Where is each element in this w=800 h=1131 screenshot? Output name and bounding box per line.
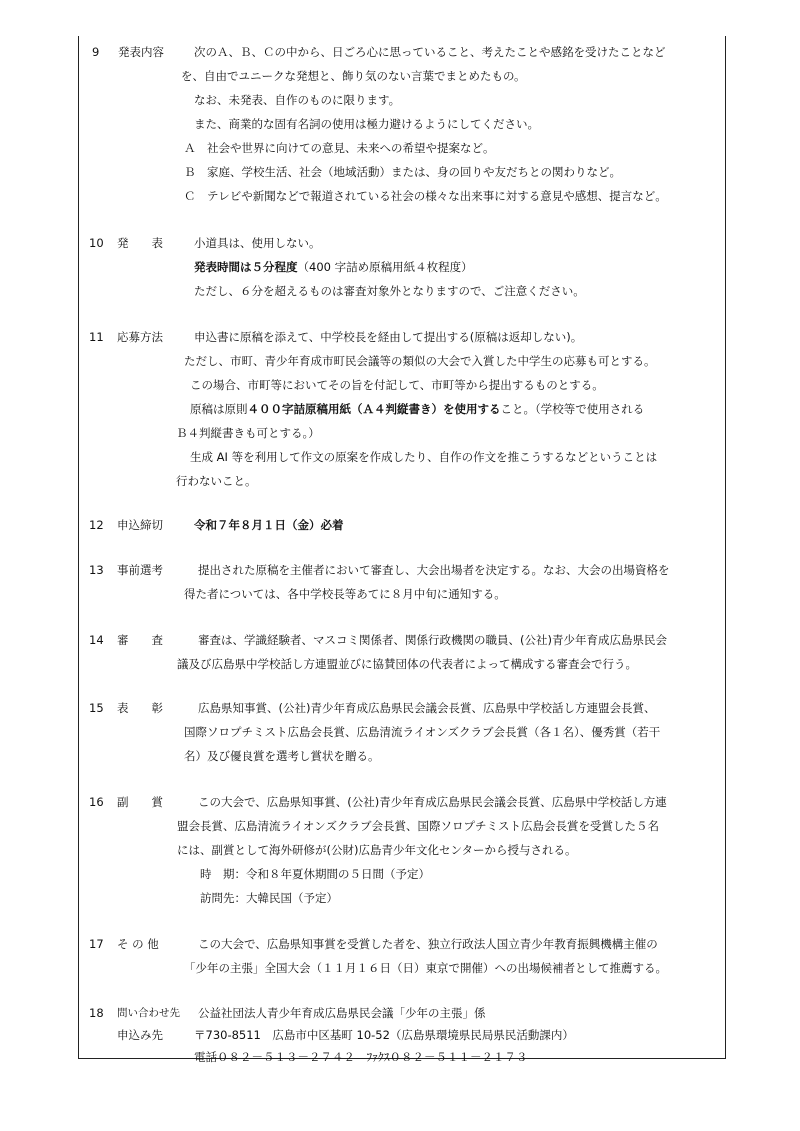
text-line: ただし、市町、青少年育成市町民会議等の類似の大会で入賞した中学生の応募も可とする。 bbox=[184, 354, 656, 368]
text-span: （400 字詰め原稿用紙４枚程度） bbox=[297, 260, 473, 274]
deadline-text: 令和７年８月１日（金）必着 bbox=[194, 518, 344, 532]
contact-address: 〒730-8511 広島市中区基町 10-52（広島県環境県民局県民活動課内） bbox=[194, 1028, 574, 1042]
text-line: 小道具は、使用しない。 bbox=[194, 236, 321, 250]
text-line: この大会で、広島県知事賞を受賞した者を、独立行政法人国立青少年教育振興機構主催の bbox=[198, 937, 658, 951]
section-number: 9 bbox=[92, 45, 100, 59]
section-heading: 問い合わせ先 bbox=[117, 1007, 180, 1019]
section-heading: 発 表 bbox=[117, 236, 163, 250]
list-item-a: Ａ 社会や世界に向けての意見、未来への希望や提案など。 bbox=[184, 141, 495, 155]
text-line: 「少年の主張」全国大会（１１月１６日（日）東京で開催）への出場候補者として推薦する。 bbox=[184, 961, 667, 975]
section-number: 13 bbox=[89, 563, 104, 577]
section-heading: そ の 他 bbox=[117, 937, 159, 951]
section-number: 18 bbox=[89, 1006, 104, 1020]
text-line: 得た者については、各中学校長等あてに８月中旬に通知する。 bbox=[184, 587, 506, 601]
section-number: 10 bbox=[89, 236, 104, 250]
section-number: 15 bbox=[89, 701, 104, 715]
section-heading: 表 彰 bbox=[117, 701, 163, 715]
text-line: 国際ソロプチミスト広島会長賞、広島清流ライオンズクラブ会長賞（各１名）、優秀賞（若干 bbox=[184, 725, 661, 739]
text-line: 次のＡ、Ｂ、Ｃの中から、日ごろ心に思っていること、考えたことや感銘を受けたことなど bbox=[194, 45, 666, 59]
section-heading: 申込み先 bbox=[117, 1028, 163, 1042]
section-heading: 応募方法 bbox=[117, 330, 163, 344]
text-line: 議及び広島県中学校話し方連盟並びに協賛団体の代表者によって構成する審査会で行う。 bbox=[177, 657, 637, 671]
list-item-b: Ｂ 家庭、学校生活、社会（地域活動）または、身の回りや友だちとの関わりなど。 bbox=[184, 165, 621, 179]
text-line: 名）及び優良賞を選考し賞状を贈る。 bbox=[184, 749, 380, 763]
section-number: 11 bbox=[89, 330, 104, 344]
text-line: 申込書に原稿を添えて、中学校長を経由して提出する(原稿は返却しない)。 bbox=[194, 330, 583, 344]
text-line: 提出された原稿を主催者において審査し、大会出場者を決定する。なお、大会の出場資格を bbox=[198, 563, 670, 577]
text-line: この場合、市町等においてその旨を付記して、市町等から提出するものとする。 bbox=[190, 378, 604, 392]
section-number: 12 bbox=[89, 518, 104, 532]
text-line: 訪問先：大韓民国（予定） bbox=[200, 891, 338, 905]
text-line: 時 期：令和８年夏休期間の５日間（予定） bbox=[200, 867, 430, 881]
section-heading: 副 賞 bbox=[117, 795, 163, 809]
text-line: この大会で、広島県知事賞、(公社)青少年育成広島県民会議会長賞、広島県中学校話し方連 bbox=[198, 795, 667, 809]
section-heading: 事前選考 bbox=[117, 563, 163, 577]
text-line: また、商業的な固有名詞の使用は極力避けるようにしてください。 bbox=[194, 117, 539, 131]
text-line: Ｂ４判縦書きも可とする。） bbox=[176, 426, 320, 440]
text-line: を、自由でユニークな発想と、飾り気のない言葉でまとめたもの。 bbox=[181, 69, 526, 83]
text-line: 広島県知事賞、(公社)青少年育成広島県民会議会長賞、広島県中学校話し方連盟会長賞、 bbox=[198, 701, 656, 715]
section-heading: 審 査 bbox=[117, 633, 163, 647]
text-line: には、副賞として海外研修が(公財)広島青少年文化センターから授与される。 bbox=[177, 843, 577, 857]
text-line: ただし、６分を超えるものは審査対象外となりますので、ご注意ください。 bbox=[194, 284, 585, 298]
text-line bbox=[190, 401, 644, 417]
list-item-c: Ｃ テレビや新聞などで報道されている社会の様々な出来事に対する意見や感想、提言など。 bbox=[184, 189, 667, 203]
section-number: 14 bbox=[89, 633, 104, 647]
text-line bbox=[194, 259, 473, 275]
section-heading: 発表内容 bbox=[118, 45, 164, 59]
text-line: 盟会長賞、広島清流ライオンズクラブ会長賞、国際ソロプチミスト広島会長賞を受賞した５名 bbox=[177, 819, 659, 833]
text-span: 原稿は原則 bbox=[190, 402, 248, 416]
section-number: 16 bbox=[89, 795, 104, 809]
text-line: 審査は、学識経験者、マスコミ関係者、関係行政機関の職員、(公社)青少年育成広島県民会 bbox=[198, 633, 667, 647]
section-number: 17 bbox=[89, 937, 104, 951]
text-span: こと。（学校等で使用される bbox=[500, 402, 645, 416]
text-line: 行わないこと。 bbox=[176, 474, 257, 488]
emphasis-text: ４００字詰原稿用紙（Ａ４判縦書き）を使用する bbox=[247, 402, 501, 416]
text-line: なお、未発表、自作のものに限ります。 bbox=[194, 93, 401, 107]
contact-organization: 公益社団法人青少年育成広島県民会議「少年の主張」係 bbox=[198, 1006, 486, 1020]
contact-phone: 電話０８２－５１３－２７４２ ﾌｧｸｽ０８２－５１１－２１７３ bbox=[194, 1050, 528, 1064]
emphasis-text: 発表時間は５分程度 bbox=[194, 260, 298, 274]
section-heading: 申込締切 bbox=[117, 518, 163, 532]
text-line: 生成 AI 等を利用して作文の原案を作成したり、自作の作文を推こうするなどということは bbox=[190, 450, 658, 464]
